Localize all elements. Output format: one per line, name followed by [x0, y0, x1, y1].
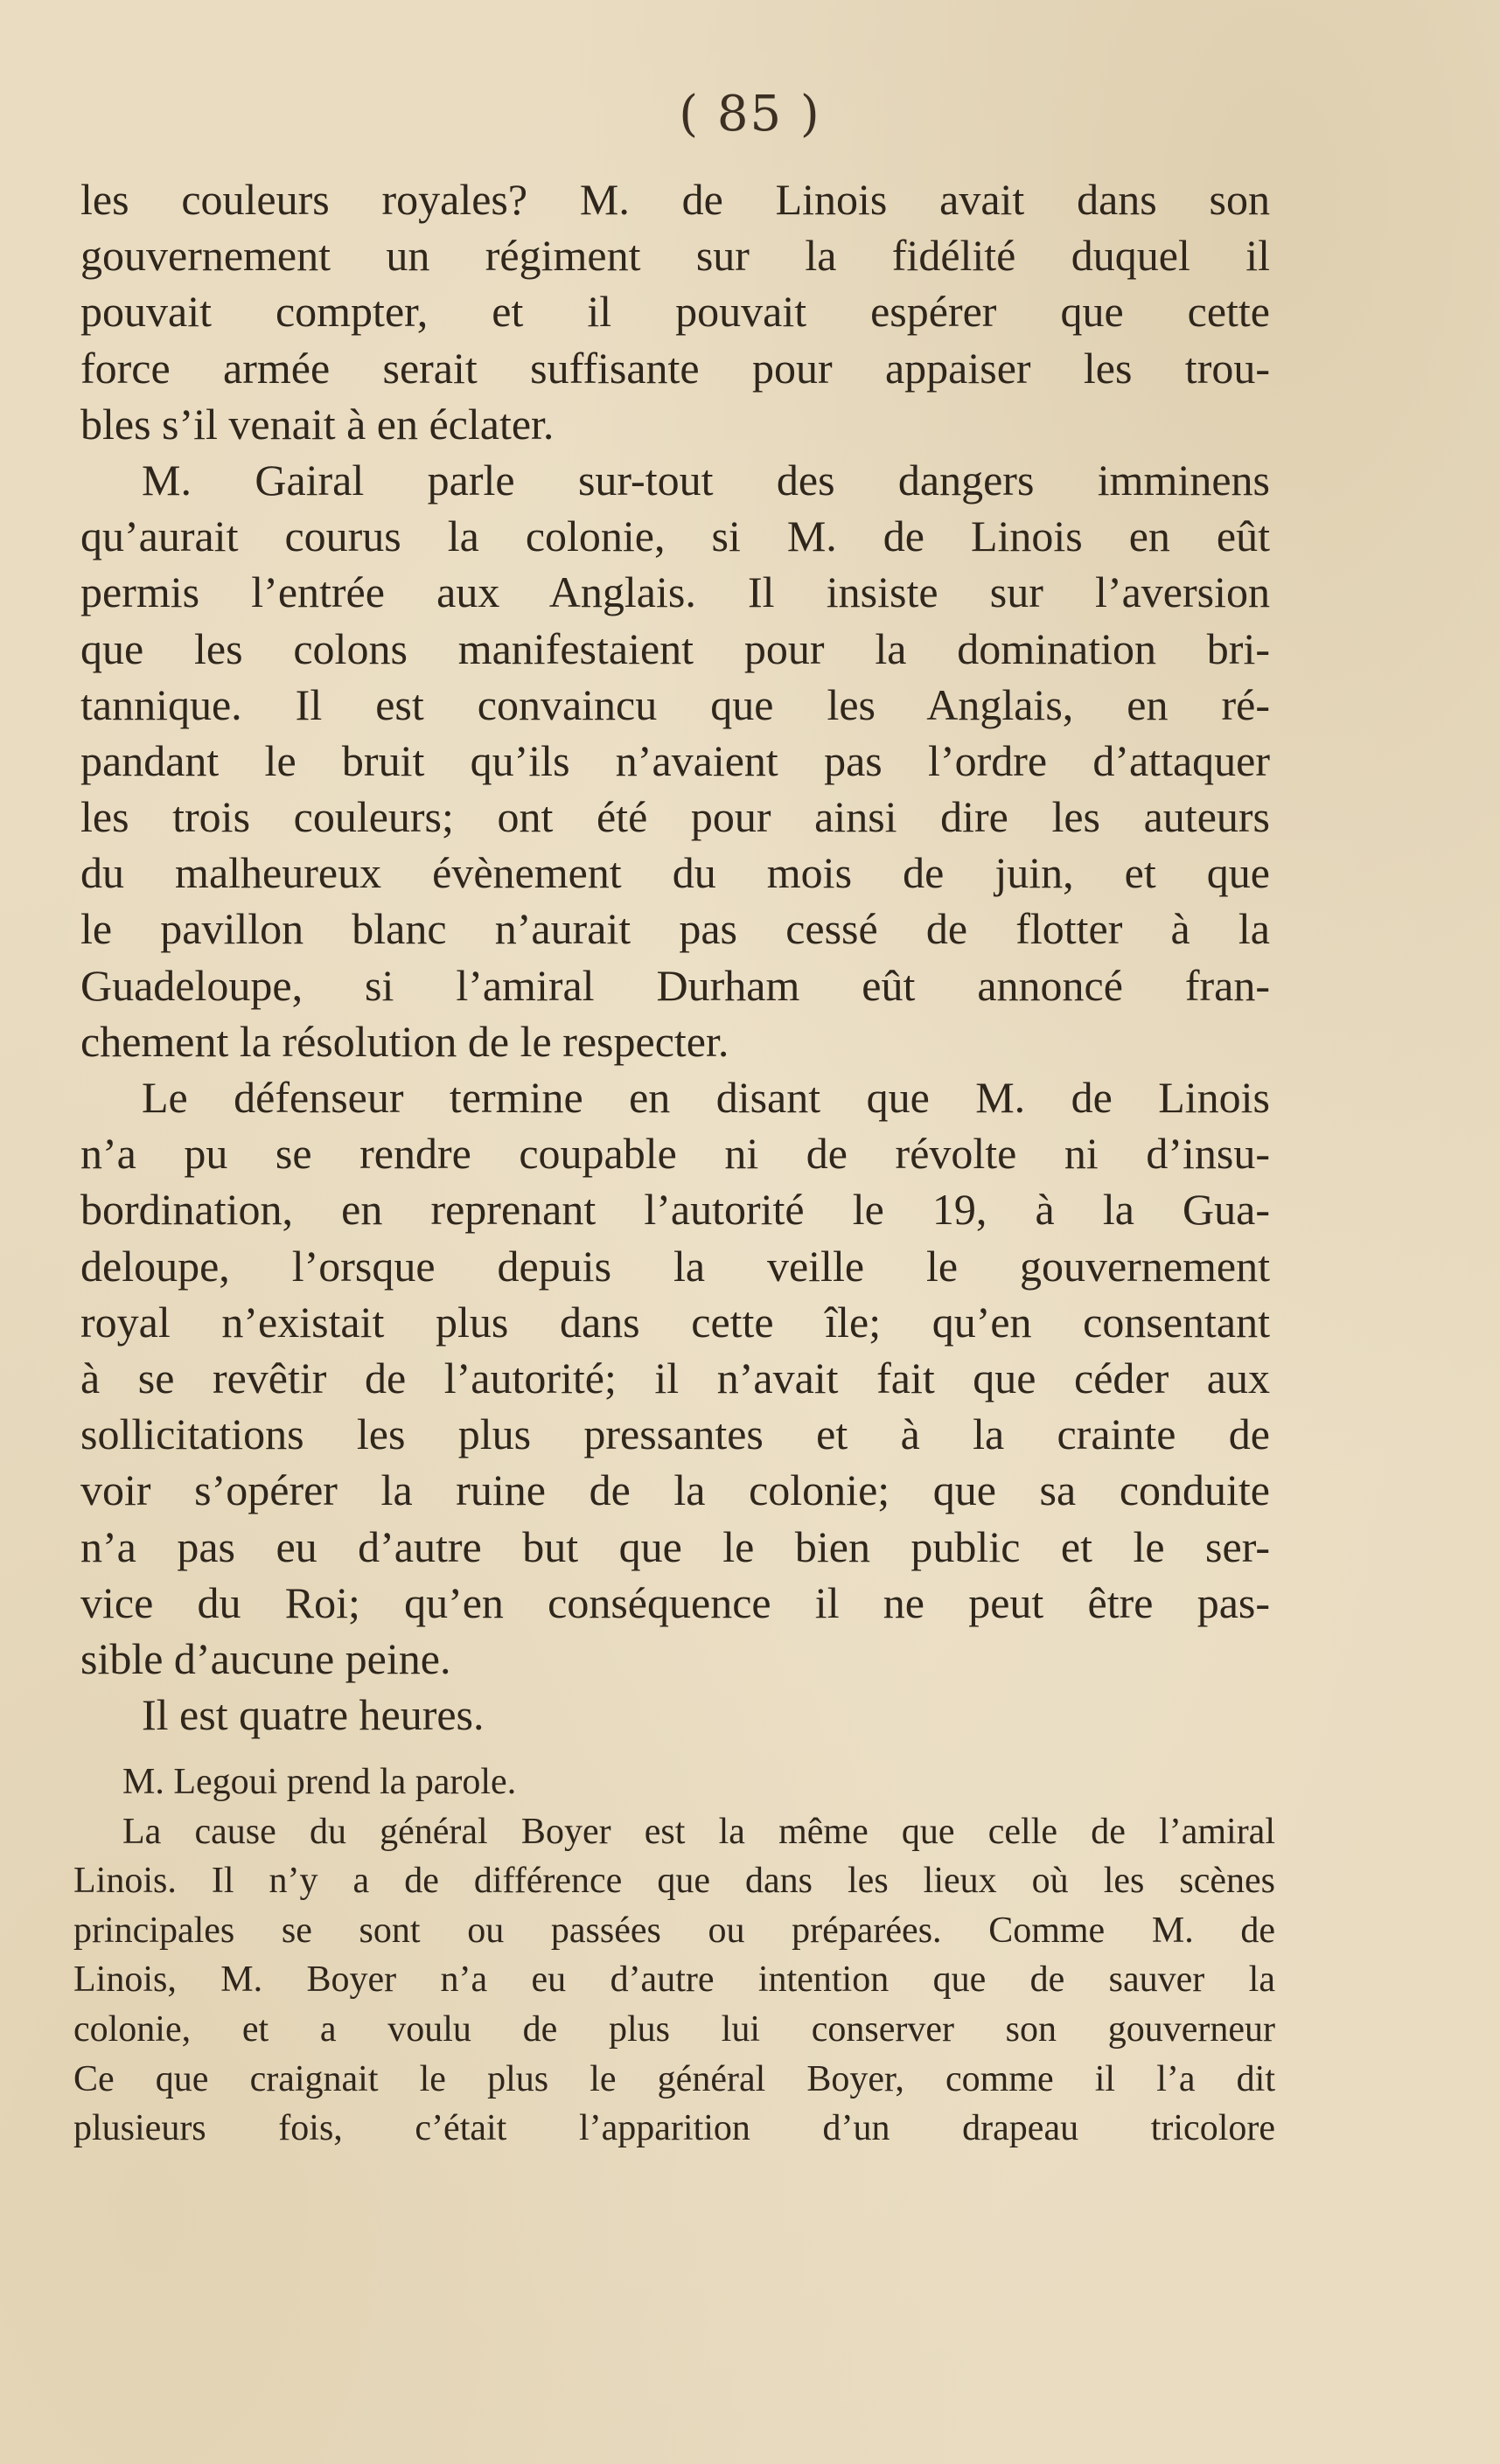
text-line: principales se sont ou passées ou préparées. Comme M. de — [73, 1910, 1275, 1951]
text-line: vice du Roi; qu’en conséquence il ne peut être pas- — [80, 1577, 1270, 1627]
speaker-line: M. Legoui prend la parole. — [122, 1762, 517, 1802]
text-line: Linois, M. Boyer n’a eu d’autre intention que de sauver la — [73, 1959, 1275, 2001]
text-line: La cause du général Boyer est la même que celle de l’amiral — [122, 1811, 1275, 1852]
text-line: tannique. Il est convaincu que les Anglais, en ré- — [80, 679, 1270, 729]
page-number: ( 85 ) — [679, 86, 821, 143]
text-line: pandant le bruit qu’ils n’avaient pas l’ordre d’attaquer — [80, 735, 1270, 785]
text-line: gouvernement un régiment sur la fidélité duquel il — [80, 231, 1270, 281]
text-line: que les colons manifestaient pour la domination bri- — [80, 623, 1270, 673]
text-line: n’a pu se rendre coupable ni de révolte ni d’insu- — [80, 1129, 1270, 1179]
text-line: bordination, en reprenant l’autorité le 19, à la Gua- — [80, 1185, 1270, 1235]
text-line: qu’aurait courus la colonie, si M. de Linois en eût — [80, 512, 1270, 561]
text-line: Ce que craignait le plus le général Boyer, comme il l’a dit — [73, 2058, 1275, 2099]
text-line: sollicitations les plus pressantes et à la crainte de — [80, 1409, 1270, 1459]
text-line: Le défenseur termine en disant que M. de Linois — [142, 1073, 1270, 1122]
text-line: Guadeloupe, si l’amiral Durham eût annoncé fran- — [80, 960, 1270, 1010]
text-line: chement la résolution de le respecter. — [80, 1016, 729, 1066]
text-line: n’a pas eu d’autre but que le bien public et le ser- — [80, 1521, 1270, 1571]
text-line: force armée serait suffisante pour appaiser les trou- — [80, 343, 1270, 393]
text-line: M. Gairal parle sur-tout des dangers imminens — [142, 455, 1270, 505]
text-line: à se revêtir de l’autorité; il n’avait fait que céder aux — [80, 1353, 1270, 1403]
text-line: permis l’entrée aux Anglais. Il insiste sur l’aversion — [80, 567, 1270, 617]
text-line: bles s’il venait à en éclater. — [80, 399, 555, 449]
main-text — [80, 171, 1270, 1743]
text-line: royal n’existait plus dans cette île; qu’en consentant — [80, 1297, 1270, 1347]
text-line: le pavillon blanc n’aurait pas cessé de flotter à la — [80, 904, 1270, 954]
text-line: les couleurs royales? M. de Linois avait dans son — [80, 175, 1270, 224]
text-line: pouvait compter, et il pouvait espérer que cette — [80, 287, 1270, 337]
text-line: plusieurs fois, c’était l’apparition d’un drapeau tricolore — [73, 2108, 1275, 2149]
small-print-text — [73, 1758, 1275, 2154]
text-line: voir s’opérer la ruine de la colonie; que sa conduite — [80, 1465, 1270, 1515]
text-line: les trois couleurs; ont été pour ainsi dire les auteurs — [80, 792, 1270, 842]
text-line: du malheureux évènement du mois de juin, et que — [80, 848, 1270, 898]
text-line: deloupe, l’orsque depuis la veille le gouvernement — [80, 1241, 1270, 1291]
text-line: Linois. Il n’y a de différence que dans les lieux où les scènes — [73, 1861, 1275, 1902]
text-line: sible d’aucune peine. — [80, 1633, 451, 1683]
text-line: Il est quatre heures. — [142, 1690, 485, 1740]
text-line: colonie, et a voulu de plus lui conserver son gouverneur — [73, 2008, 1275, 2050]
